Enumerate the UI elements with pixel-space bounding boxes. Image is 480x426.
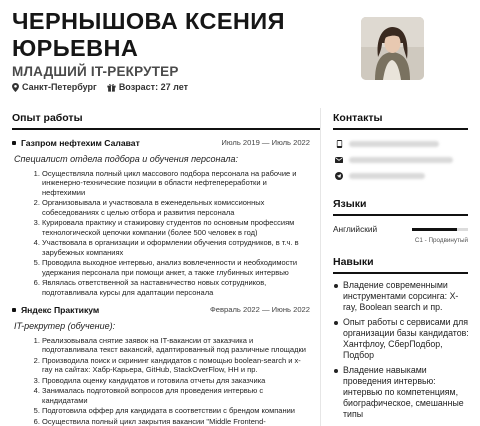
job-entry [0,138,320,297]
skill-item: Владение навыками проведения интервью: интервью по компетенциям, биографическое, смешанные типы [333,365,470,420]
section-divider [333,214,468,216]
skills-section-title: Навыки [333,256,374,268]
email-value-redacted [349,157,453,163]
duty-item: 6. Осуществила полный цикл закрытия вакансии "Middle Frontend- [42,417,310,426]
company-name: Яндекс Практикум [21,304,100,315]
language-item [321,224,480,244]
duty-item: 1. Реализовывала снятие заявок на IT-вакансии от заказчика и подготавливала текст вакансий, адаптированный под различные площадки [42,336,310,355]
city-text: Санкт-Петербург [22,82,97,92]
duties-list [12,169,310,297]
section-divider [333,128,468,130]
skill-item: Опыт работы с сервисами для организации базы кандидатов: Хантфлоу, СберПодбор, Подбор [333,317,470,361]
gift-icon [107,83,116,92]
job-role: Специалист отдела подбора и обучения персонала: [14,154,238,164]
phone-value-redacted [349,141,439,147]
skills-list [321,280,480,420]
language-level-fill [412,228,457,231]
contact-telegram[interactable] [321,168,480,184]
language-level: C1 - Продвинутый [414,237,468,244]
sidebar-column [320,108,480,426]
section-divider [12,128,320,130]
personal-meta [12,82,188,92]
duty-item: 4. Занималась подготовкой вопросов для проведения интервью с кандидатами [42,386,310,405]
company-name: Газпром нефтехим Салават [21,138,140,148]
experience-section-title: Опыт работы [12,112,83,124]
profile-photo [361,17,424,80]
duty-item: 3. Проводила оценку кандидатов и готовила отчеты для заказчика [42,376,310,385]
skill-item: Владение современными инструментами сорсинга: X-ray, Boolean search и пр. [333,280,470,313]
duty-item: 2. Организовывала и участвовала в еженедельных комиссионных собеседованиях с целью отбора и развития персонала [42,198,310,217]
duty-item: 5. Проводила выходное интервью, анализ вовлеченности и необходимости удержания персонала при помощи анкет, а также глубинных интервью [42,258,310,277]
telegram-value-redacted [349,173,425,179]
language-name: Английский [333,224,378,234]
duty-item: 1. Осуществляла полный цикл массового подбора персонала на рабочие и инженерно-технические позиции в области нефтепереработки и нефтехимии [42,169,310,197]
contact-email[interactable] [321,152,480,168]
bullet-icon [12,308,16,312]
location-pin-icon [12,83,19,92]
duty-item: 3. Курировала практику и стажировку студентов по основным профессиям технологической цепочки компании (более 500 человек в год) [42,218,310,237]
contact-phone[interactable] [321,136,480,152]
languages-section-title: Языки [333,198,367,210]
duty-item: 4. Участвовала в организации и оформлении обучения сотрудников, в т.ч. в зарубежных компаниях [42,238,310,257]
phone-icon [336,140,343,148]
duties-list [12,336,310,426]
duty-item: 2. Производила поиск и скрининг кандидатов с помощью boolean-search и x-ray на сайтах: Хабр-Карьера, GitHub, StackOverFlow, HH и пр. [42,356,310,375]
email-icon [335,157,343,163]
telegram-icon [335,172,343,180]
contacts-section-title: Контакты [333,112,383,124]
age-text: Возраст: 27 лет [118,82,188,92]
desired-position: МЛАДШИЙ IT-РЕКРУТЕР [12,64,179,79]
main-column [0,108,320,426]
job-entry [0,305,320,426]
job-dates: Июль 2019 — Июль 2022 [221,138,310,147]
duty-item: 5. Подготовила оффер для кандидата в соответствии с брендом компании [42,406,310,415]
language-level-bar [412,228,468,231]
job-dates: Февраль 2022 — Июнь 2022 [210,304,310,314]
candidate-name: ЧЕРНЫШОВА КСЕНИЯ ЮРЬЕВНА [12,8,285,61]
bullet-icon [12,141,16,145]
job-role: IT-рекрутер (обучение): [14,320,116,331]
section-divider [333,272,468,274]
duty-item: 6. Являлась ответственной за наставничество новых сотрудников, подготавливала курсы для адаптации персонала [42,278,310,297]
